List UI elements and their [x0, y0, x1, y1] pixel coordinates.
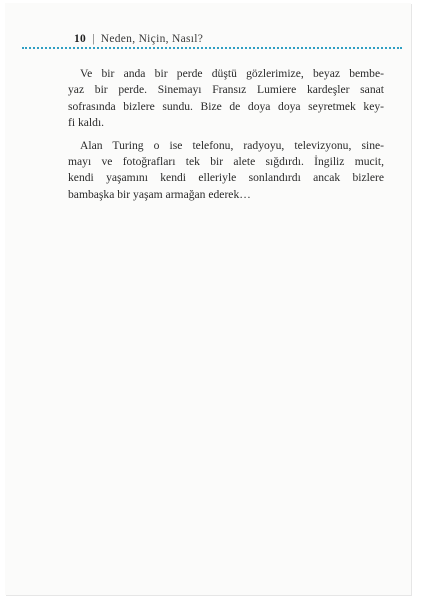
page-number: 10: [74, 33, 87, 45]
text-line: fi kaldı.: [68, 116, 105, 130]
paragraph: [68, 138, 384, 204]
dotted-header-rule: [22, 47, 402, 49]
body-text: [68, 66, 384, 203]
paragraph: [68, 66, 384, 132]
text-line: bambaşka bir yaşam armağan ederek…: [68, 187, 251, 201]
header-separator: |: [92, 33, 95, 45]
text-line: Alan Turing o ise telefonu, radyoyu, televizyonu, sine-: [80, 138, 384, 152]
page-header: [74, 33, 203, 45]
text-line: sofrasında bizlere sundu. Bize de doya doya seyretmek key-: [68, 99, 384, 113]
text-line: yaz bir perde. Sinemayı Fransız Lumiere kardeşler sanat: [68, 83, 384, 97]
text-line: kendi yaşamını kendi elleriyle sonlandırdı ancak bizlere: [68, 171, 384, 185]
running-title: Neden, Niçin, Nasıl?: [100, 33, 204, 45]
text-line: Ve bir anda bir perde düştü gözlerimize, beyaz bembe-: [80, 67, 384, 80]
text-line: mayı ve fotoğrafları tek bir alete sığdırdı. İngiliz mucit,: [68, 155, 384, 169]
